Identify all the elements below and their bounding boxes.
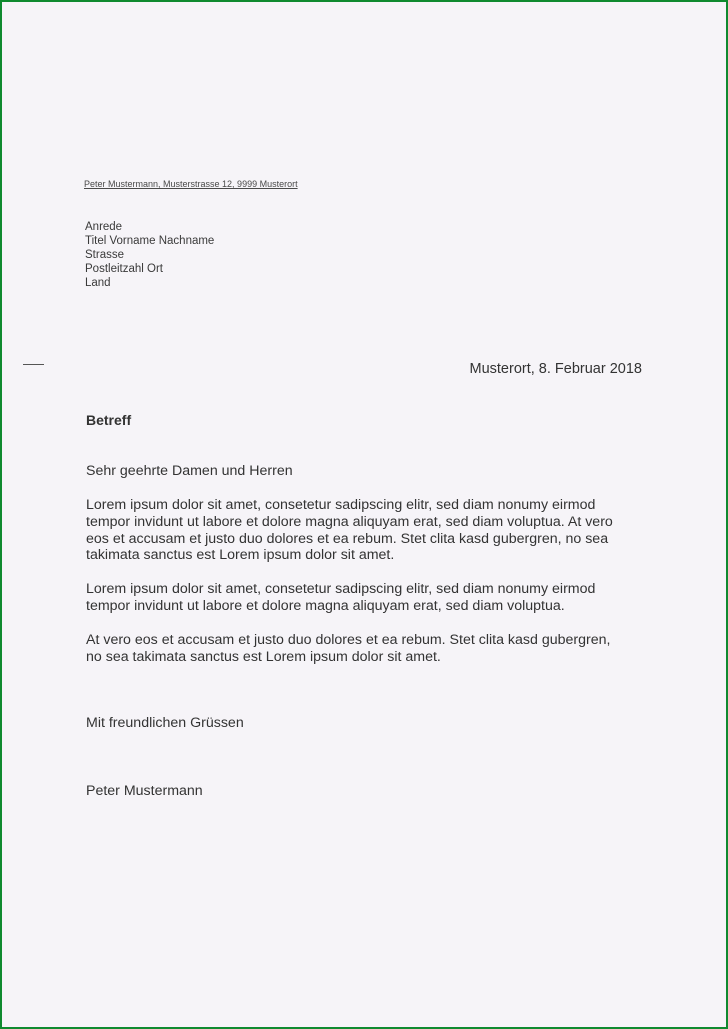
paragraph-line: tempor invidunt ut labore et dolore magna aliquyam erat, sed diam voluptua. [86, 597, 565, 614]
paragraph-line: At vero eos et accusam et justo duo dolores et ea rebum. Stet clita kasd gubergren, [86, 632, 611, 648]
letter-date: Musterort, 8. Februar 2018 [469, 361, 642, 377]
letter-subject: Betreff [86, 412, 132, 428]
recipient-salutation-line: Anrede [85, 221, 123, 233]
paragraph-line: tempor invidunt ut labore et dolore magna aliquyam erat, sed diam voluptua. At vero [86, 513, 613, 530]
recipient-name-line: Titel Vorname Nachname [85, 235, 215, 247]
letter-salutation: Sehr geehrte Damen und Herren [86, 463, 293, 479]
sender-return-address: Peter Mustermann, Musterstrasse 12, 9999 Musterort [84, 179, 298, 189]
paragraph-line: Lorem ipsum dolor sit amet, consetetur sadipscing elitr, sed diam nonumy eirmod [86, 581, 596, 597]
body-paragraph-1 [86, 497, 656, 564]
body-paragraph-3 [86, 632, 656, 666]
letter-closing: Mit freundlichen Grüssen [86, 715, 244, 731]
recipient-city-line: Postleitzahl Ort [85, 263, 163, 275]
letter-signature-name: Peter Mustermann [86, 783, 203, 799]
paragraph-line: takimata sanctus est Lorem ipsum dolor sit amet. [86, 547, 395, 564]
paragraph-line: no sea takimata sanctus est Lorem ipsum dolor sit amet. [86, 648, 441, 665]
recipient-street-line: Strasse [85, 249, 124, 261]
paragraph-line: eos et accusam et justo duo dolores et ea rebum. Stet clita kasd gubergren, no sea [86, 530, 609, 547]
fold-mark [23, 364, 44, 365]
body-paragraph-2 [86, 581, 656, 615]
paragraph-line: Lorem ipsum dolor sit amet, consetetur sadipscing elitr, sed diam nonumy eirmod [86, 497, 596, 513]
recipient-country-line: Land [85, 277, 111, 289]
recipient-address-block [85, 220, 214, 290]
